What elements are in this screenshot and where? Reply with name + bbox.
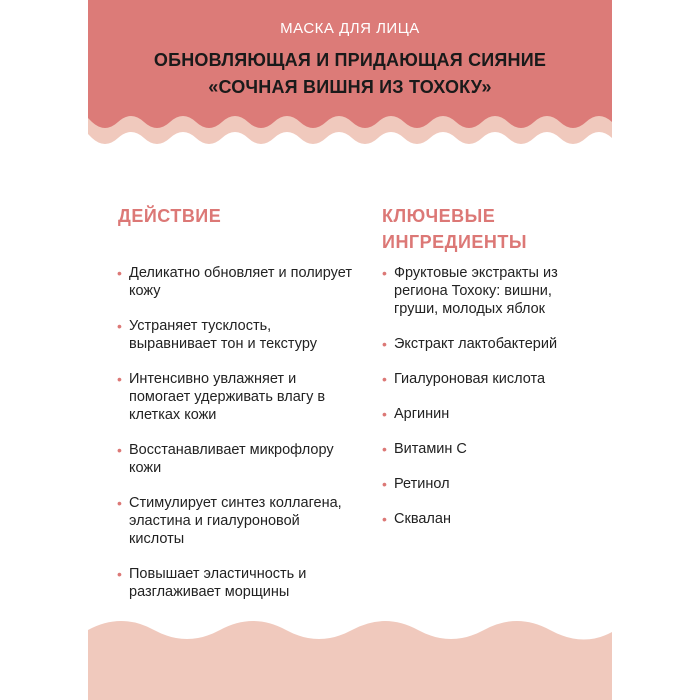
- bullet-icon: •: [382, 265, 387, 281]
- ingredient-item: [382, 440, 597, 458]
- ingredient-item-text: Ретинол: [394, 476, 450, 492]
- action-item-text: Деликатно обновляет и полирует кожу: [129, 265, 352, 299]
- action-item-text: Восстанавливает микрофлору кожи: [129, 442, 334, 476]
- ingredient-item: [382, 335, 597, 353]
- ingredient-item-text: Аргинин: [394, 406, 450, 422]
- bullet-icon: •: [382, 336, 387, 352]
- action-item: [117, 565, 357, 601]
- action-item: [117, 370, 357, 424]
- ingredient-item: [382, 475, 597, 493]
- action-item-text: Интенсивно увлажняет и помогает удерживать влагу в клетках кожи: [129, 371, 326, 423]
- ingredient-item: [382, 405, 597, 423]
- ingredient-item-text: Экстракт лактобактерий: [394, 336, 558, 352]
- bullet-icon: •: [382, 476, 387, 492]
- header-title-line-2: «СОЧНАЯ ВИШНЯ ИЗ ТОХОКУ»: [208, 77, 492, 97]
- action-heading: ДЕЙСТВИЕ: [118, 206, 222, 226]
- bullet-icon: •: [382, 406, 387, 422]
- ingredient-item-text: Фруктовые экстракты из региона Тохоку: вишни, груши, молодых яблок: [394, 265, 558, 317]
- bullet-icon: •: [382, 371, 387, 387]
- ingredients-list: [382, 264, 597, 545]
- ingredient-item: [382, 510, 597, 528]
- bullet-icon: •: [117, 265, 122, 281]
- bullet-icon: •: [382, 441, 387, 457]
- action-item-text: Устраняет тусклость, выравнивает тон и текстуру: [129, 318, 317, 352]
- action-list: [117, 264, 357, 618]
- ingredient-item-text: Сквалан: [394, 511, 451, 527]
- bullet-icon: •: [117, 442, 122, 458]
- action-item-text: Стимулирует синтез коллагена, эластина и гиалуроновой кислоты: [129, 495, 342, 547]
- ingredients-heading: КЛЮЧЕВЫЕ ИНГРЕДИЕНТЫ: [382, 206, 528, 252]
- action-item: [117, 317, 357, 353]
- ingredient-item: [382, 370, 597, 388]
- bullet-icon: •: [117, 566, 122, 582]
- ingredient-item: [382, 264, 597, 318]
- action-item: [117, 264, 357, 300]
- bullet-icon: •: [382, 511, 387, 527]
- product-card: [88, 0, 612, 700]
- footer-wave-background: [88, 610, 612, 700]
- action-item: [117, 494, 357, 548]
- bullet-icon: •: [117, 371, 122, 387]
- footer-wave: [88, 621, 612, 700]
- action-item: [117, 441, 357, 477]
- ingredient-item-text: Гиалуроновая кислота: [394, 371, 546, 387]
- action-item-text: Повышает эластичность и разглаживает морщины: [129, 566, 307, 600]
- header-title-line-1: ОБНОВЛЯЮЩАЯ И ПРИДАЮЩАЯ СИЯНИЕ: [153, 50, 547, 70]
- bullet-icon: •: [117, 495, 122, 511]
- ingredient-item-text: Витамин С: [394, 441, 467, 457]
- header-subtitle: МАСКА ДЛЯ ЛИЦА: [280, 20, 420, 37]
- bullet-icon: •: [117, 318, 122, 334]
